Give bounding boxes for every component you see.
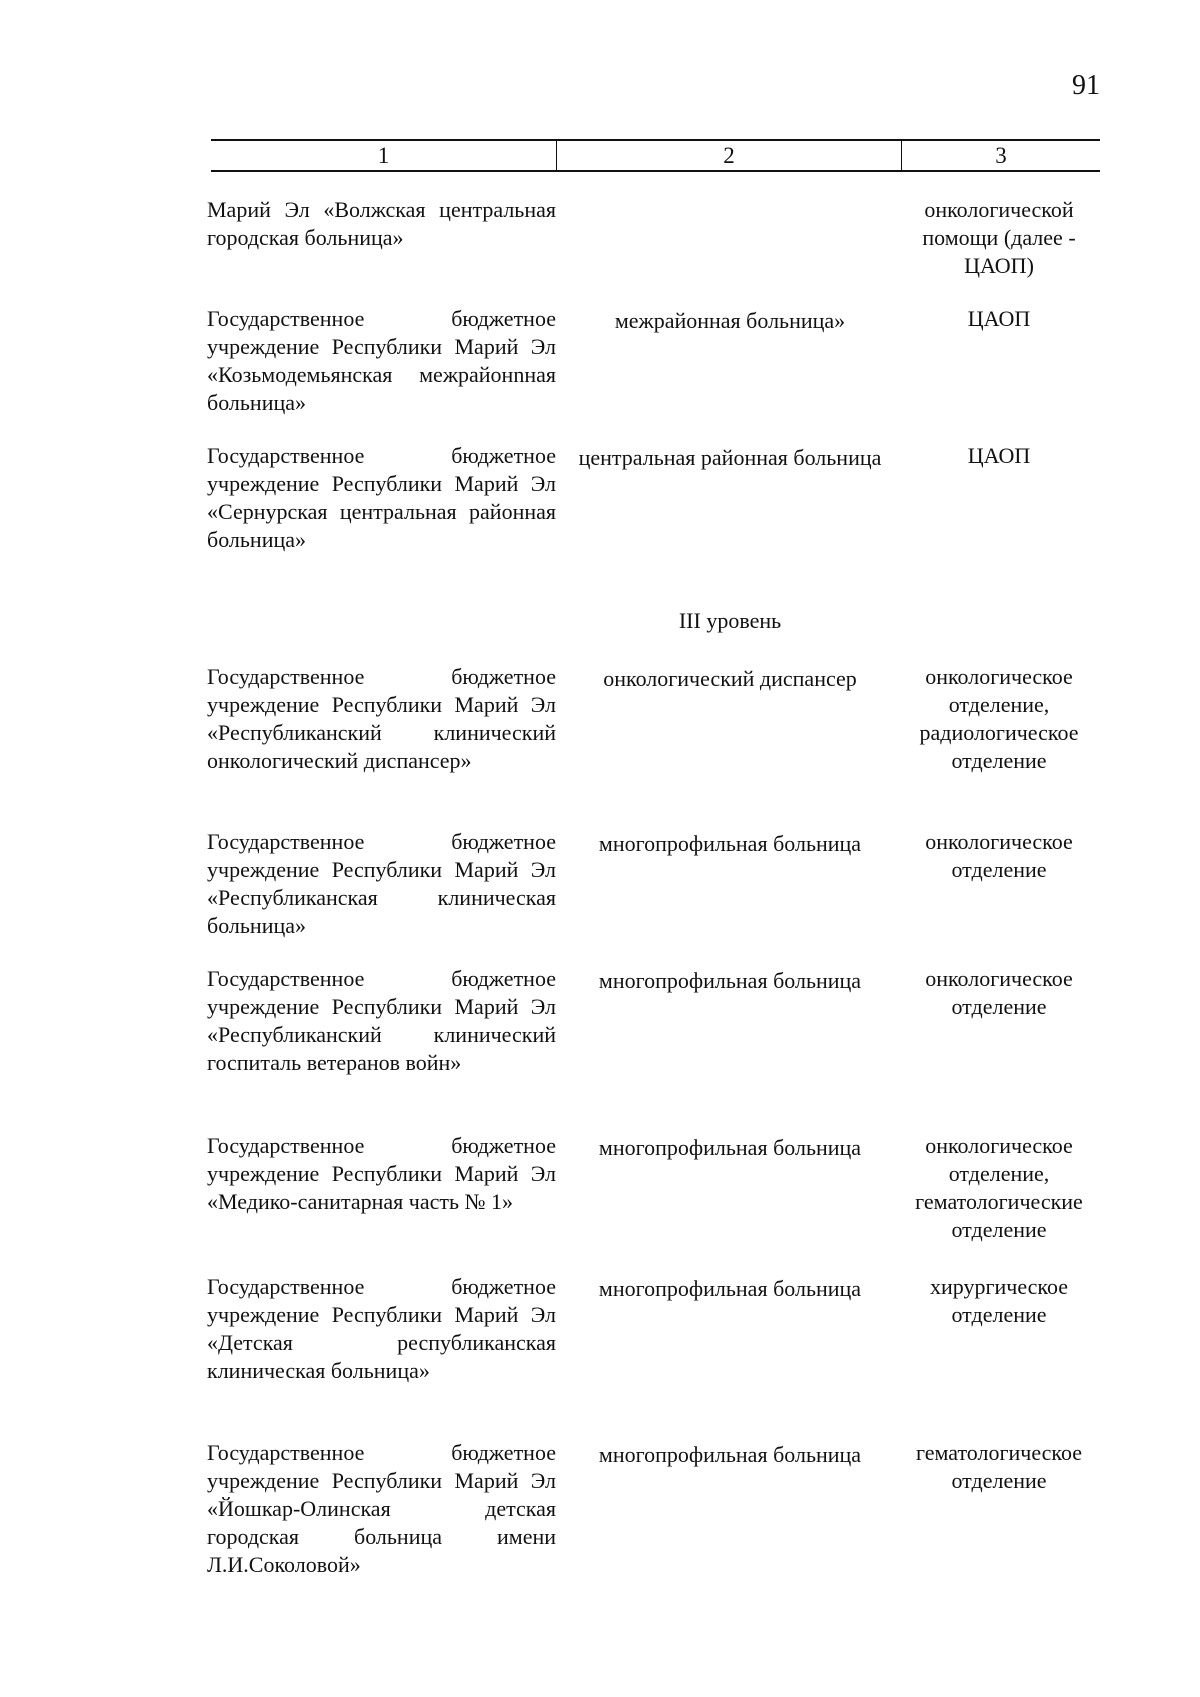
institution-unit: ЦАОП	[967, 306, 1031, 331]
header-col-3: 3	[995, 143, 1007, 168]
institution-name: Государственное бюджетное учреждение Республики Марий Эл «Медико-санитарная часть № 1»	[207, 1133, 556, 1214]
institution-unit: онкологическое отделение, гематологические отделение	[915, 1133, 1083, 1242]
institution-unit: ЦАОП	[967, 443, 1031, 468]
institution-name: Государственное бюджетное учреждение Республики Марий Эл «Йошкар-Олинская детская городская больница имени Л.И.Соколовой»	[207, 1440, 556, 1577]
level-heading: III уровень	[678, 608, 782, 633]
institution-unit: гематологическое отделение	[915, 1440, 1083, 1493]
institution-name: Государственное бюджетное учреждение Республики Марий Эл «Республиканский клинический госпиталь ветеранов войн»	[207, 966, 556, 1075]
institution-unit: хирургическое отделение	[929, 1274, 1069, 1327]
institution-unit: онкологическое отделение	[925, 966, 1073, 1019]
institution-type: межрайонная больница»	[614, 308, 846, 333]
institution-name: Марий Эл «Волжская центральная городская больница»	[207, 197, 556, 250]
institution-type: многопрофильная больница	[598, 1135, 862, 1160]
header-col-1: 1	[211, 141, 557, 170]
institution-type: многопрофильная больница	[598, 968, 862, 993]
institution-name: Государственное бюджетное учреждение Республики Марий Эл «Республиканская клиническая больница»	[207, 829, 556, 938]
institution-type: центральная районная больница	[578, 445, 882, 470]
institution-type: онкологический диспансер	[603, 666, 857, 691]
table-header	[211, 139, 1100, 172]
institution-type: многопрофильная больница	[598, 1442, 862, 1467]
header-col-2: 2	[557, 141, 902, 170]
institution-unit: онкологической помощи (далее - ЦАОП)	[922, 197, 1076, 278]
institution-name: Государственное бюджетное учреждение Республики Марий Эл «Республиканский клинический онкологический диспансер»	[207, 664, 556, 773]
institution-name: Государственное бюджетное учреждение Республики Марий Эл «Сернурская центральная районная больница»	[207, 443, 556, 552]
institution-name: Государственное бюджетное учреждение Республики Марий Эл «Детская республиканская клиническая больница»	[207, 1274, 556, 1383]
institution-unit: онкологическое отделение, радиологическое отделение	[919, 664, 1079, 773]
page-number: 91	[1072, 70, 1100, 101]
institution-name: Государственное бюджетное учреждение Республики Марий Эл «Козьмодемьянская межрайонnная больница»	[207, 306, 556, 415]
institution-type: многопрофильная больница	[598, 831, 862, 856]
institution-type: многопрофильная больница	[598, 1276, 862, 1301]
institution-unit: онкологическое отделение	[925, 829, 1073, 882]
